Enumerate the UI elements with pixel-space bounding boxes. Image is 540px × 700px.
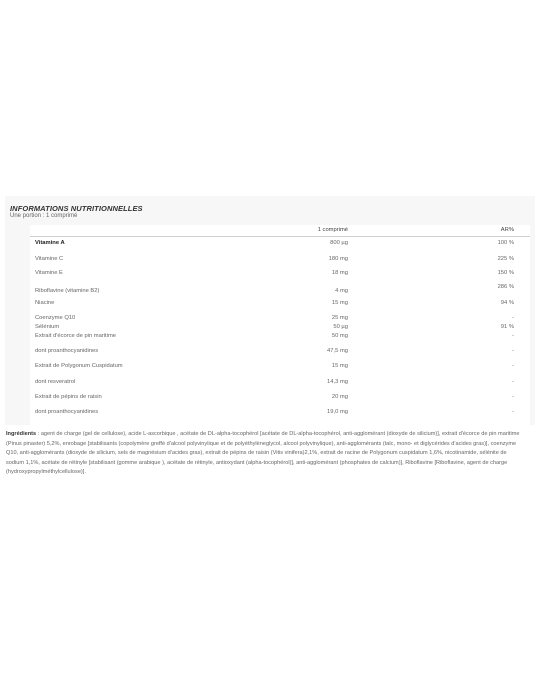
- nutrient-name: Vitamine E: [35, 270, 63, 276]
- table-row: [30, 315, 530, 324]
- table-row: [30, 379, 530, 388]
- table-row: [30, 363, 530, 372]
- table-row: [30, 284, 530, 297]
- nutrient-name: Coenzyme Q10: [35, 315, 76, 321]
- nutrient-ar-percent: -: [512, 394, 514, 400]
- nutrient-ar-percent: -: [512, 315, 514, 321]
- nutrient-name: Niacine: [35, 300, 55, 306]
- ingredients-list: : agent de charge (gel de cellulose), acide L-ascorbique , acétate de DL-alpha-tocophérol [acétate de DL-alpha-tocophérol, anti-agglomérant (dioxyde de silicium)], extrait d'écorce de pin maritime (Pinus pinaster) 5,2%, enrobage [stabilisants (copolymère greffé d'alcool polyvinylique et de polyéthylèneglycol, alcool polyvinylique), anti-agglomérants (talc, mono- et diglycérides d'acides gras)], coenzyme Q10, anti-agglomérants (dioxyde de silicium, sels de magnésium d'acides gras), extrait de pépins de raisin (Vitis vinifera)2,1%, extrait de racine de Polygonum cuspidatum 1,6%, nicotinamide, sélénite de sodium 1,1%, acétate de rétinyle [stabilisant (gomme arabique ), acétate de rétinyle, antioxydant (alpha-tocophérol)], anti-agglomérant (phosphates de calcium)], Riboflavine [Riboflavine, agent de charge (hydroxypropylméthylcellulose)].: [6, 431, 520, 476]
- nutrient-ar-percent: 150 %: [497, 270, 514, 276]
- nutrient-ar-percent: -: [512, 379, 514, 385]
- table-row: [30, 324, 530, 333]
- nutrient-name: Vitamine C: [35, 256, 64, 262]
- nutrient-amount: 4 mg: [335, 288, 348, 294]
- nutrient-amount: 50 µg: [333, 324, 348, 330]
- serving-size: Une portion : 1 comprimé: [10, 213, 78, 219]
- nutrient-name: Extrait de Polygonum Cuspidatum: [35, 363, 123, 369]
- nutrient-amount: 25 mg: [331, 315, 348, 321]
- nutrient-name: Vitamine A: [35, 240, 65, 246]
- nutrient-amount: 800 µg: [330, 240, 348, 246]
- nutrient-ar-percent: -: [512, 348, 514, 354]
- nutrient-name: Sélénium: [35, 324, 60, 330]
- nutrient-ar-percent: -: [512, 363, 514, 369]
- nutrient-ar-percent: 286 %: [497, 284, 514, 290]
- nutrient-ar-percent: 94 %: [500, 300, 514, 306]
- nutrient-amount: 20 mg: [331, 394, 348, 400]
- header-ar: AR%: [500, 227, 514, 233]
- nutrient-name: Riboflavine (vitamine B2): [35, 288, 100, 294]
- nutrient-ar-percent: 100 %: [497, 240, 514, 246]
- nutrient-amount: 15 mg: [331, 300, 348, 306]
- nutrient-amount: 47,5 mg: [327, 348, 348, 354]
- nutrient-name: dont proanthocyanidines: [35, 348, 99, 354]
- nutrient-amount: 18 mg: [331, 270, 348, 276]
- table-header: [30, 227, 530, 237]
- nutrient-name: dont proanthocyanidines: [35, 409, 99, 415]
- nutrient-ar-percent: -: [512, 409, 514, 415]
- ingredients-label: Ingrédients: [6, 431, 37, 437]
- table-row: [30, 270, 530, 279]
- header-amount: 1 comprimé: [317, 227, 348, 233]
- nutrient-amount: 50 mg: [331, 333, 348, 339]
- nutrient-name: Extrait d'écorce de pin maritime: [35, 333, 117, 339]
- nutrient-ar-percent: 225 %: [497, 256, 514, 262]
- nutrient-name: dont resveratrol: [35, 379, 76, 385]
- nutrient-amount: 19,0 mg: [327, 409, 348, 415]
- table-row: [30, 394, 530, 403]
- ingredients-text: [6, 430, 526, 478]
- table-row: [30, 348, 530, 357]
- table-row: [30, 256, 530, 265]
- nutrient-amount: 15 mg: [331, 363, 348, 369]
- table-row: [30, 409, 530, 418]
- table-row: [30, 300, 530, 309]
- nutrient-name: Extrait de pépins de raisin: [35, 394, 102, 400]
- table-row: [30, 333, 530, 342]
- nutrient-amount: 180 mg: [328, 256, 348, 262]
- nutrient-ar-percent: -: [512, 333, 514, 339]
- section-title: INFORMATIONS NUTRITIONNELLES: [10, 204, 143, 213]
- table-row: [30, 240, 530, 249]
- nutrient-ar-percent: 91 %: [500, 324, 514, 330]
- nutrient-amount: 14,3 mg: [327, 379, 348, 385]
